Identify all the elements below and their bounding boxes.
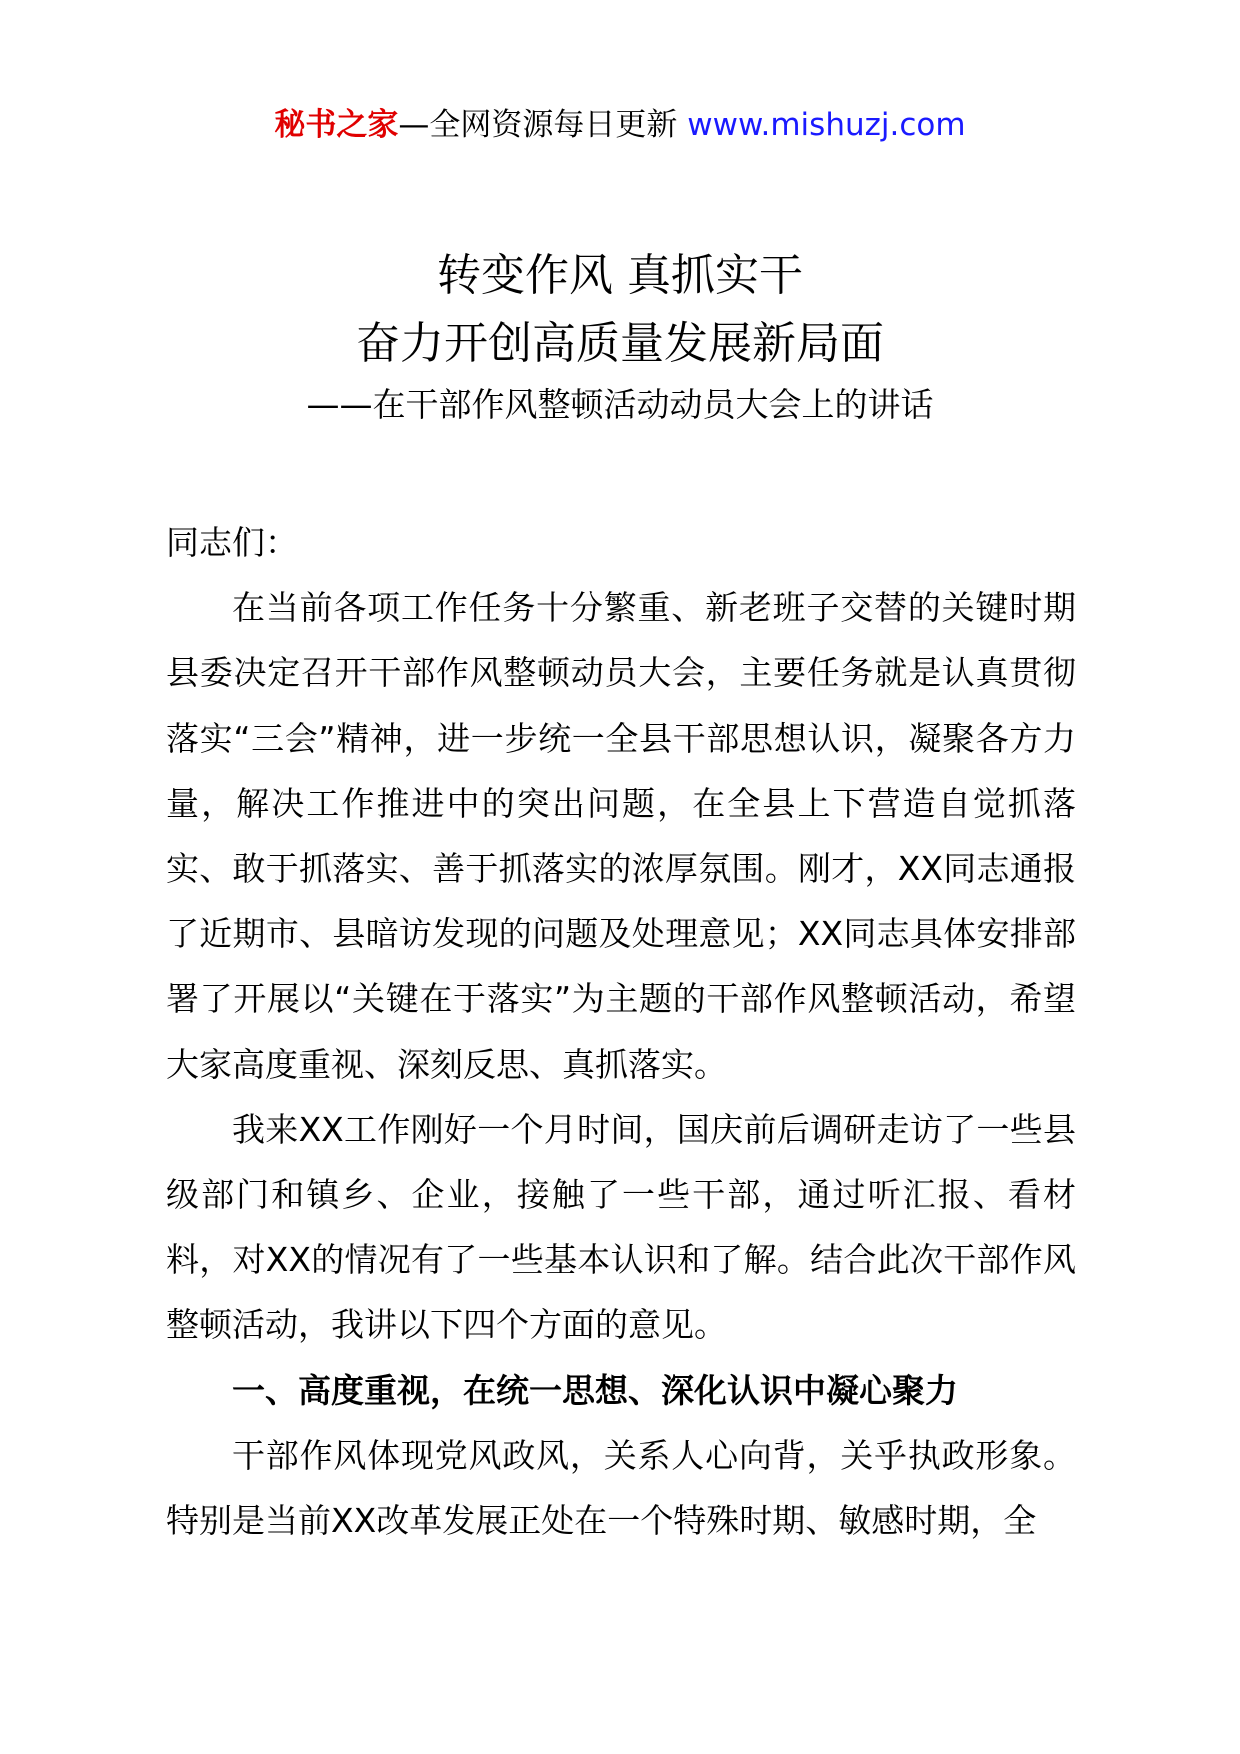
body-paragraph: 干部作风体现党风政风，关系人心向背，关乎执政形象。特别是当前XX改革发展正处在一个特殊时期、敏感时期，全 [166, 1435, 1076, 1541]
site-url-link[interactable]: www.mishuzj.com [687, 107, 966, 143]
document-title-line2: 奋力开创高质量发展新局面 [356, 318, 884, 369]
body-paragraph: 在当前各项工作任务十分繁重、新老班子交替的关键时期县委决定召开干部作风整顿动员大会，主要任务就是认真贯彻落实“三会”精神，进一步统一全县干部思想认识，凝聚各方力量，解决工作推进中的突出问题，在全县上下营造自觉抓落实、敢于抓落实、善于抓落实的浓厚氛围。刚才，XX同志通报了近期市、县暗访发现的问题及处理意见；XX同志具体安排部署了开展以“关键在于落实”为主题的干部作风整顿活动，希望大家高度重视、深刻反思、真抓落实。 [166, 588, 1076, 1084]
document-title-line1: 转变作风 真抓实干 [437, 250, 803, 301]
document-body [166, 510, 1076, 1553]
site-brand: 秘书之家 [274, 107, 399, 143]
section-heading: 一、高度重视，在统一思想、深化认识中凝心聚力 [232, 1370, 958, 1410]
body-paragraph: 我来XX工作刚好一个月时间，国庆前后调研走访了一些县级部门和镇乡、企业，接触了一些干部，通过听汇报、看材料，对XX的情况有了一些基本认识和了解。结合此次干部作风整顿活动，我讲以下四个方面的意见。 [166, 1109, 1076, 1345]
site-tagline: —全网资源每日更新 [398, 107, 688, 143]
salutation: 同志们： [166, 523, 298, 562]
site-header [0, 103, 1240, 147]
document-subtitle: ——在干部作风整顿活动动员大会上的讲话 [306, 385, 934, 424]
